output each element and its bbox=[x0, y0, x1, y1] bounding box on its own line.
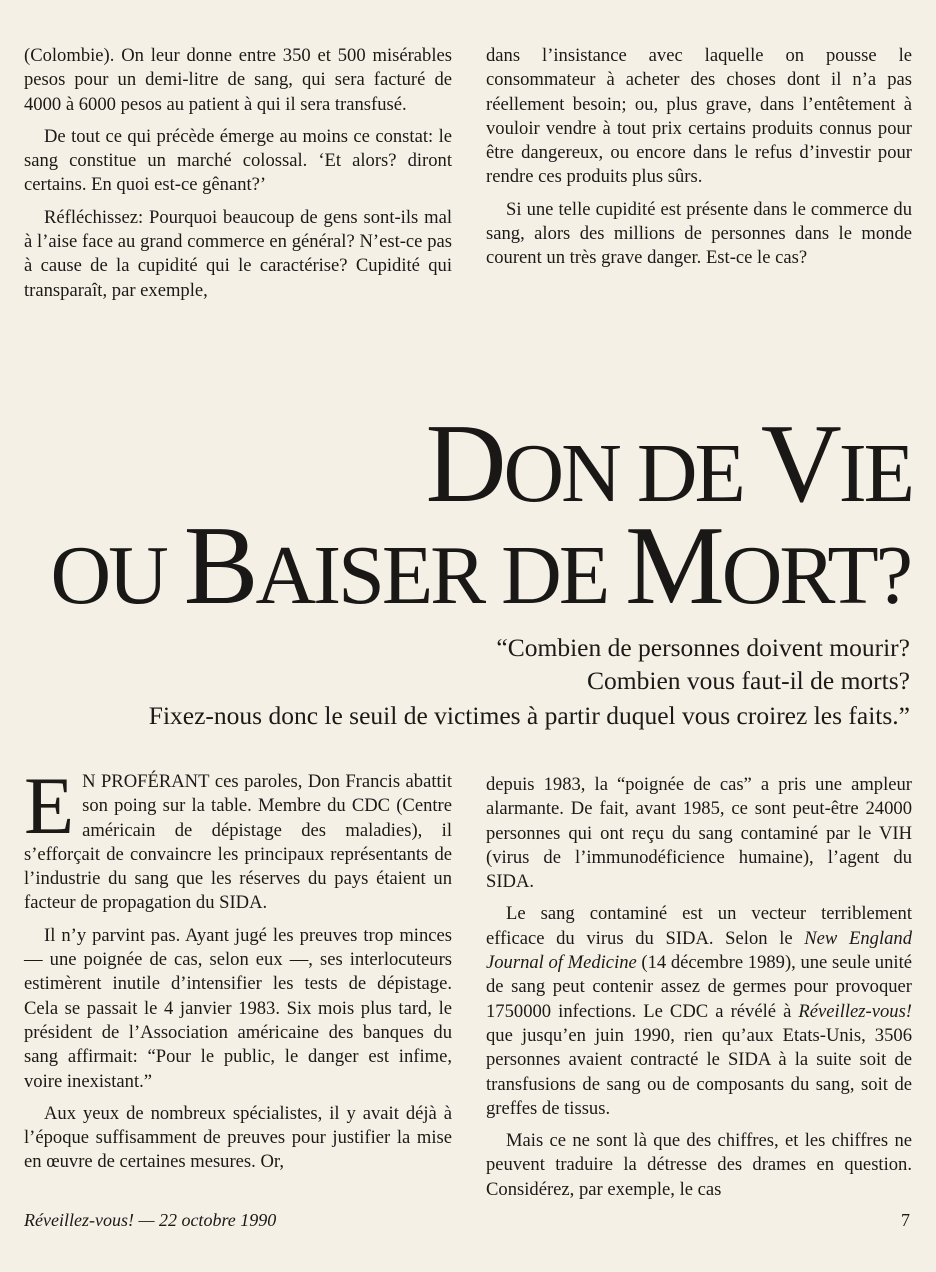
paragraph: dans l’insistance avec laquelle on pousse le consommateur à acheter des choses dont il n’a pas réellement besoin; ou, plus grave, dans l’entêtement à vouloir vendre à tout prix certains produits connus pour être dangereux, ou encore dans le refus d’investir pour rendre ces produits plus sûrs. bbox=[486, 45, 912, 188]
magazine-name: Réveillez-vous! bbox=[798, 1000, 912, 1022]
body-right-column bbox=[486, 773, 912, 1210]
paragraph: De tout ce qui précède émerge au moins ce constat: le sang constitue un marché colossal. ‘Et alors? diront certains. En quoi est-ce gênant?’ bbox=[24, 125, 452, 196]
paragraph: E N PROFÉRANT ces paroles, Don Francis abattit son poing sur la table. Membre du CDC (Centre américain de dépistage des maladies), il s’efforçait de convaincre les principaux représentants de l’industrie du sang que les réserves du pays étaient un facteur de propagation du SIDA. bbox=[24, 760, 452, 914]
drop-cap: E bbox=[24, 760, 75, 851]
paragraph: Réfléchissez: Pourquoi beaucoup de gens sont-ils mal à l’aise face au grand commerce en général? N’est-ce pas à cause de la cupidité qui le caractérise? Cupidité qui transparaît, par exemple, bbox=[24, 206, 452, 301]
top-right-column bbox=[486, 44, 912, 279]
paragraph: Le sang contaminé est un vecteur terriblement efficace du virus du SIDA. Selon le New England Journal of Medicine (14 décembre 1989), une seule unité de sang peut contenir assez de germes pour provoquer 1750000 infections. Le CDC a révélé à Réveillez-vous! que jusqu’en juin 1990, rien qu’aux Etats-Unis, 3506 personnes avaient contracté le SIDA à la suite soit de transfusions de sang ou de composants du sang, soit de greffes de tissus. bbox=[486, 903, 913, 1119]
body-left-column bbox=[24, 760, 452, 1183]
page-number: 7 bbox=[901, 1210, 910, 1230]
quote-line-1: “Combien de personnes doivent mourir? bbox=[496, 633, 910, 662]
quote-line-3: Fixez-nous donc le seuil de victimes à partir duquel vous croirez les faits.” bbox=[148, 701, 910, 730]
article-title-line-1: DON DE VIE bbox=[425, 402, 912, 526]
paragraph: Il n’y parvint pas. Ayant jugé les preuves trop minces — une poignée de cas, selon eux —, ses interlocuteurs estimèrent inutile d’intensifier les tests de dépistage. Cela se passait le 4 janvier 1983. Six mois plus tard, le président de l’Association américaine des banques du sang affirmait: “Pour le public, le danger est infime, voire inexistant.” bbox=[24, 924, 452, 1092]
article-title-line-2: OU BAISER DE MORT? bbox=[50, 504, 910, 628]
paragraph: (Colombie). On leur donne entre 350 et 500 misérables pesos pour un demi-litre de sang, qui sera facturé de 4000 à 6000 pesos au patient à qui il sera transfusé. bbox=[24, 45, 452, 115]
top-left-column bbox=[24, 44, 452, 311]
paragraph: depuis 1983, la “poignée de cas” a pris une ampleur alarmante. De fait, avant 1985, ce sont peut-être 24000 personnes qui ont reçu du sang contaminé par le VIH (virus de l’immunodéficience humaine), l’agent du SIDA. bbox=[486, 774, 912, 893]
lead-in: N PROFÉRANT bbox=[82, 771, 210, 792]
journal-title: New England Journal of Medicine bbox=[486, 927, 913, 974]
paragraph: Aux yeux de nombreux spécialistes, il y avait déjà à l’époque suffisamment de preuves pour justifier la mise en œuvre de certaines mesures. Or, bbox=[24, 1102, 452, 1173]
paragraph: Si une telle cupidité est présente dans le commerce du sang, alors des millions de personnes dans le monde courent un très grave danger. Est-ce le cas? bbox=[486, 198, 912, 269]
paragraph: Mais ce ne sont là que des chiffres, et les chiffres ne peuvent traduire la détresse des drames en question. Considérez, par exemple, le cas bbox=[486, 1130, 912, 1200]
footer-issue: Réveillez-vous! — 22 octobre 1990 bbox=[24, 1210, 277, 1230]
quote-line-2: Combien vous faut-il de morts? bbox=[587, 666, 910, 695]
